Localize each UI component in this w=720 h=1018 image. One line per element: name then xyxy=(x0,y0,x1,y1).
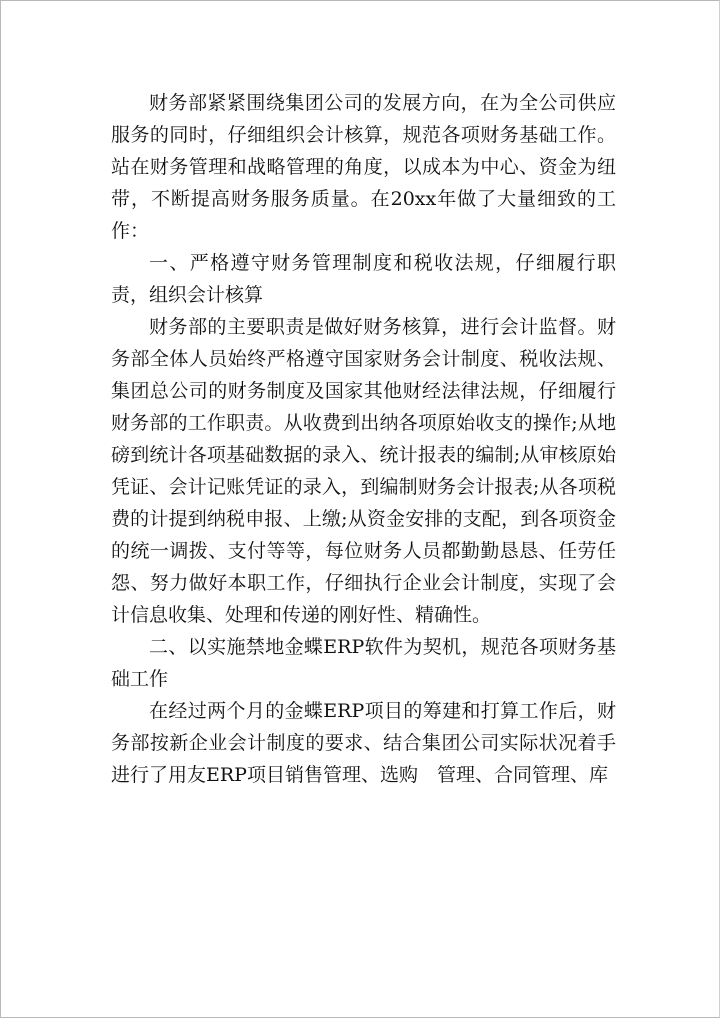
document-body xyxy=(111,87,616,791)
section-1-paragraph: 财务部的主要职责是做好财务核算，进行会计监督。财务部全体人员始终严格遵守国家财务会计制度、税收法规、集团总公司的财务制度及国家其他财经法律法规，仔细履行财务部的工作职责。从收费到出纳各项原始收支的操作;从地磅到统计各项基础数据的录入、统计报表的编制;从审核原始凭证、会计记账凭证的录入，到编制财务会计报表;从各项税费的计提到纳税申报、上缴;从资金安排的支配，到各项资金的统一调拨、支付等等，每位财务人员都勤勤恳恳、任劳任怨、努力做好本职工作，仔细执行企业会计制度，实现了会计信息收集、处理和传递的刚好性、精确性。 xyxy=(111,316,616,626)
section-heading-2: 二、以实施禁地金蝶ERP软件为契机，规范各项财务基础工作 xyxy=(111,636,616,690)
section-2-paragraph: 在经过两个月的金蝶ERP项目的筹建和打算工作后，财务部按新企业会计制度的要求、结合集团公司实际状况着手进行了用友ERP项目销售管理、选购 管理、合同管理、库 xyxy=(111,700,616,786)
intro-paragraph: 财务部紧紧围绕集团公司的发展方向，在为全公司供应服务的同时，仔细组织会计核算，规范各项财务基础工作。站在财务管理和战略管理的角度，以成本为中心、资金为纽带，不断提高财务服务质量。在20xx年做了大量细致的工作： xyxy=(111,92,616,242)
section-heading-1: 一、严格遵守财务管理制度和税收法规，仔细履行职责，组织会计核算 xyxy=(111,252,616,306)
